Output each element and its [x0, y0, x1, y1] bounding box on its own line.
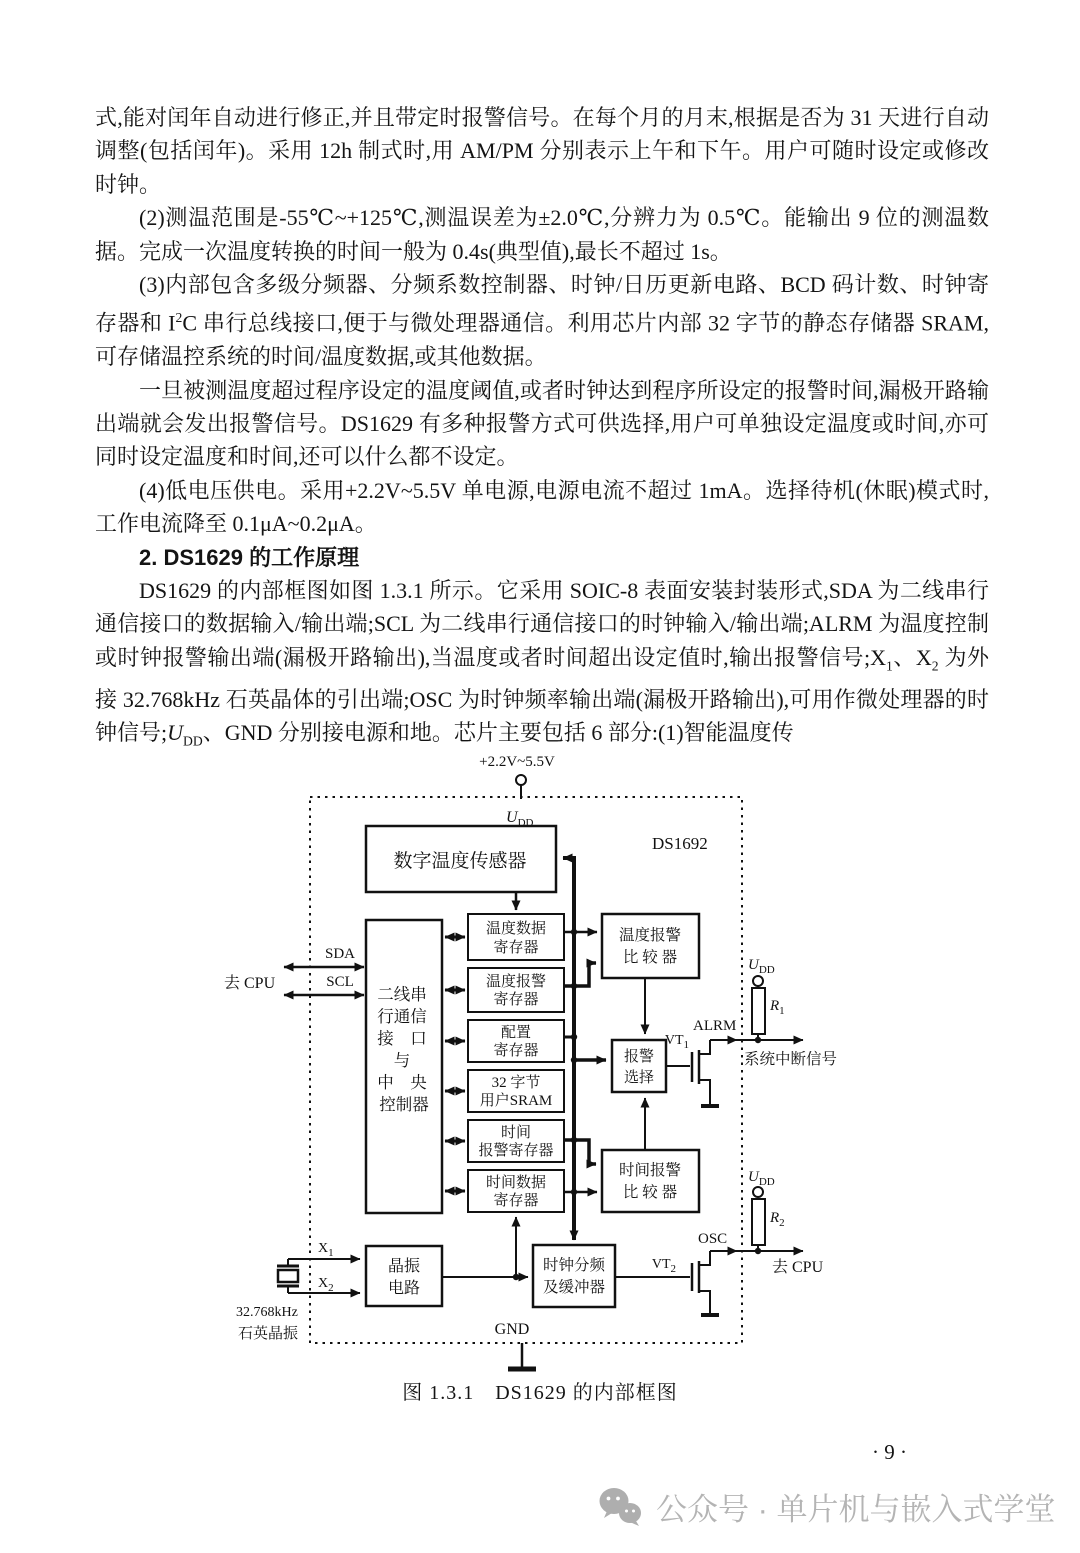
vt2-transistor	[692, 1251, 719, 1315]
sda-label: SDA	[324, 946, 356, 962]
paragraph: DS1629 的内部框图如图 1.3.1 所示。它采用 SOIC-8 表面安装封装形式,SDA 为二线串行通信接口的数据输入/输出端;SCL 为二线串行通信接口的时钟输入/输出端;ALRM 为温度控制或时钟报警输出端(漏极开路输出),当温度或者时间超出设定值时,输出报警信号$;X_1$、$X_2$ 为外接 32.768kHz 石英晶体的引出端;OSC 为时钟频率输出端(漏极开路输出),可用作微处理器的时钟信号$;U_{DD}$、GND 分别接电源和地。芯片主要包括 6 部分:(1)智能温度传	[95, 578, 989, 749]
scl-label: SCL	[326, 974, 354, 990]
paragraph: 式,能对闰年自动进行修正,并且带定时报警信号。在每个月的月末,根据是否为 31 天进行自动调整(包括闰年)。采用 12h 制式时,用 AM/PM 分别表示上午和下午。用户可随时设定或修改时钟。	[95, 105, 989, 197]
r1-label: $R_1$	[770, 998, 785, 1017]
paragraph: (4)低电压供电。采用+2.2V~5.5V 单电源,电源电流不超过 1mA。选择待机(休眠)模式时,工作电流降至 0.1μA~0.2μA。	[95, 477, 989, 537]
section-heading: 2. DS1629 的工作原理	[139, 544, 360, 570]
crystal-name-label: 石英晶振	[238, 1326, 299, 1342]
crystal-frequency-label: 32.768kHz	[236, 1305, 298, 1320]
quartz-crystal-symbol	[277, 1259, 299, 1293]
udd-r1-terminal	[753, 976, 763, 986]
temp-data-register-label: 温度数据寄存器	[485, 921, 547, 956]
alarm-select-label: 报警选择	[623, 1049, 655, 1086]
x2-label: $X_2$	[318, 1276, 334, 1294]
power-terminal	[516, 775, 526, 785]
crystal-oscillator-circuit-label: 晶振电路	[387, 1258, 421, 1297]
time-alarm-register-label: 时间报警寄存器	[478, 1125, 554, 1159]
chip-name-label: DS1692	[652, 834, 708, 853]
wechat-icon	[597, 1486, 643, 1528]
box-temp-alarm-comparator	[602, 914, 699, 978]
digital-temp-sensor-label: 数字温度传感器	[393, 851, 527, 872]
vt2-label: $VT_2$	[651, 1257, 676, 1275]
udd-top-label: $U_{DD}$	[506, 809, 534, 829]
clock-divider-buffer-label: 时钟分频及缓冲器	[542, 1257, 606, 1296]
vt1-transistor	[692, 1040, 719, 1106]
paragraph: (3)内部包含多级分频器、分频系数控制器、时钟/日历更新电路、BCD 码计数、时钟寄存器和 $I^2C$ 串行总线接口,便于与微处理器通信。利用芯片内部 32 字节的静态存储器 SRAM,可存储温控系统的时间/温度数据,或其他数据。	[95, 272, 989, 370]
box-time-alarm-comparator	[602, 1150, 699, 1212]
paragraph: (2)测温范围是-55℃~+125℃,测温误差为±2.0℃,分辨力为 0.5℃。能输出 9 位的测温数据。完成一次温度转换的时间一般为 0.4s(典型值),最长不超过 1s。	[95, 205, 989, 264]
time-data-register-label: 时间数据寄存器	[485, 1175, 547, 1209]
to-cpu-right-label: 去 CPU	[772, 1259, 824, 1276]
page-number: · 9 ·	[872, 1440, 907, 1464]
box-clock-divider-buffer	[533, 1245, 615, 1307]
watermark-text: 公众号 · 单片机与嵌入式学堂	[656, 1492, 1056, 1527]
to-cpu-left-label: 去 CPU	[224, 975, 276, 992]
watermark	[597, 1484, 1056, 1529]
ds1629-block-diagram	[220, 745, 880, 1405]
user-sram-label: 32 字节用户SRAM	[479, 1075, 553, 1109]
x1-label: $X_1$	[318, 1241, 334, 1259]
box-crystal-oscillator-circuit	[366, 1246, 442, 1306]
udd-r2-label: $U_{DD}$	[748, 1169, 775, 1188]
udd-r2-terminal	[753, 1187, 763, 1197]
power-supply-label: +2.2V~5.5V	[479, 754, 555, 770]
time-alarm-comparator-label: 时间报警比 较 器	[618, 1162, 682, 1201]
paragraph: 一旦被测温度超过程序设定的温度阈值,或者时钟达到程序所设定的报警时间,漏极开路输出端就会发出报警信号。DS1629 有多种报警方式可供选择,用户可单独设定温度或时间,亦可同时设定温度和时间,还可以什么都不设定。	[95, 377, 989, 470]
wire-timealarm-to-comparator	[564, 1140, 596, 1164]
resistor-r1	[752, 988, 765, 1034]
figure-caption: 图 1.3.1 DS1629 的内部框图	[402, 1382, 678, 1404]
r2-label: $R_2$	[770, 1210, 785, 1229]
ground-symbol	[508, 1343, 536, 1369]
vt1-label: $VT_1$	[664, 1033, 689, 1051]
wire-tempalarm-to-comparator	[564, 963, 596, 986]
system-interrupt-label: 系统中断信号	[744, 1051, 838, 1068]
body-text	[95, 101, 989, 758]
temp-alarm-register-label: 温度报警寄存器	[485, 974, 547, 1008]
gnd-label: GND	[494, 1321, 530, 1338]
resistor-r2	[752, 1199, 765, 1245]
osc-label: OSC	[698, 1231, 728, 1247]
wires-serial-to-registers	[445, 937, 465, 1191]
config-register-label: 配置寄存器	[493, 1025, 539, 1059]
udd-r1-label: $U_{DD}$	[748, 957, 775, 976]
serial-interface-controller-label: 二线串 行通信 接 口 与 中 央 控制器	[377, 985, 429, 1114]
alrm-label: ALRM	[693, 1018, 737, 1034]
temp-alarm-comparator-label: 温度报警比 较 器	[618, 927, 682, 966]
